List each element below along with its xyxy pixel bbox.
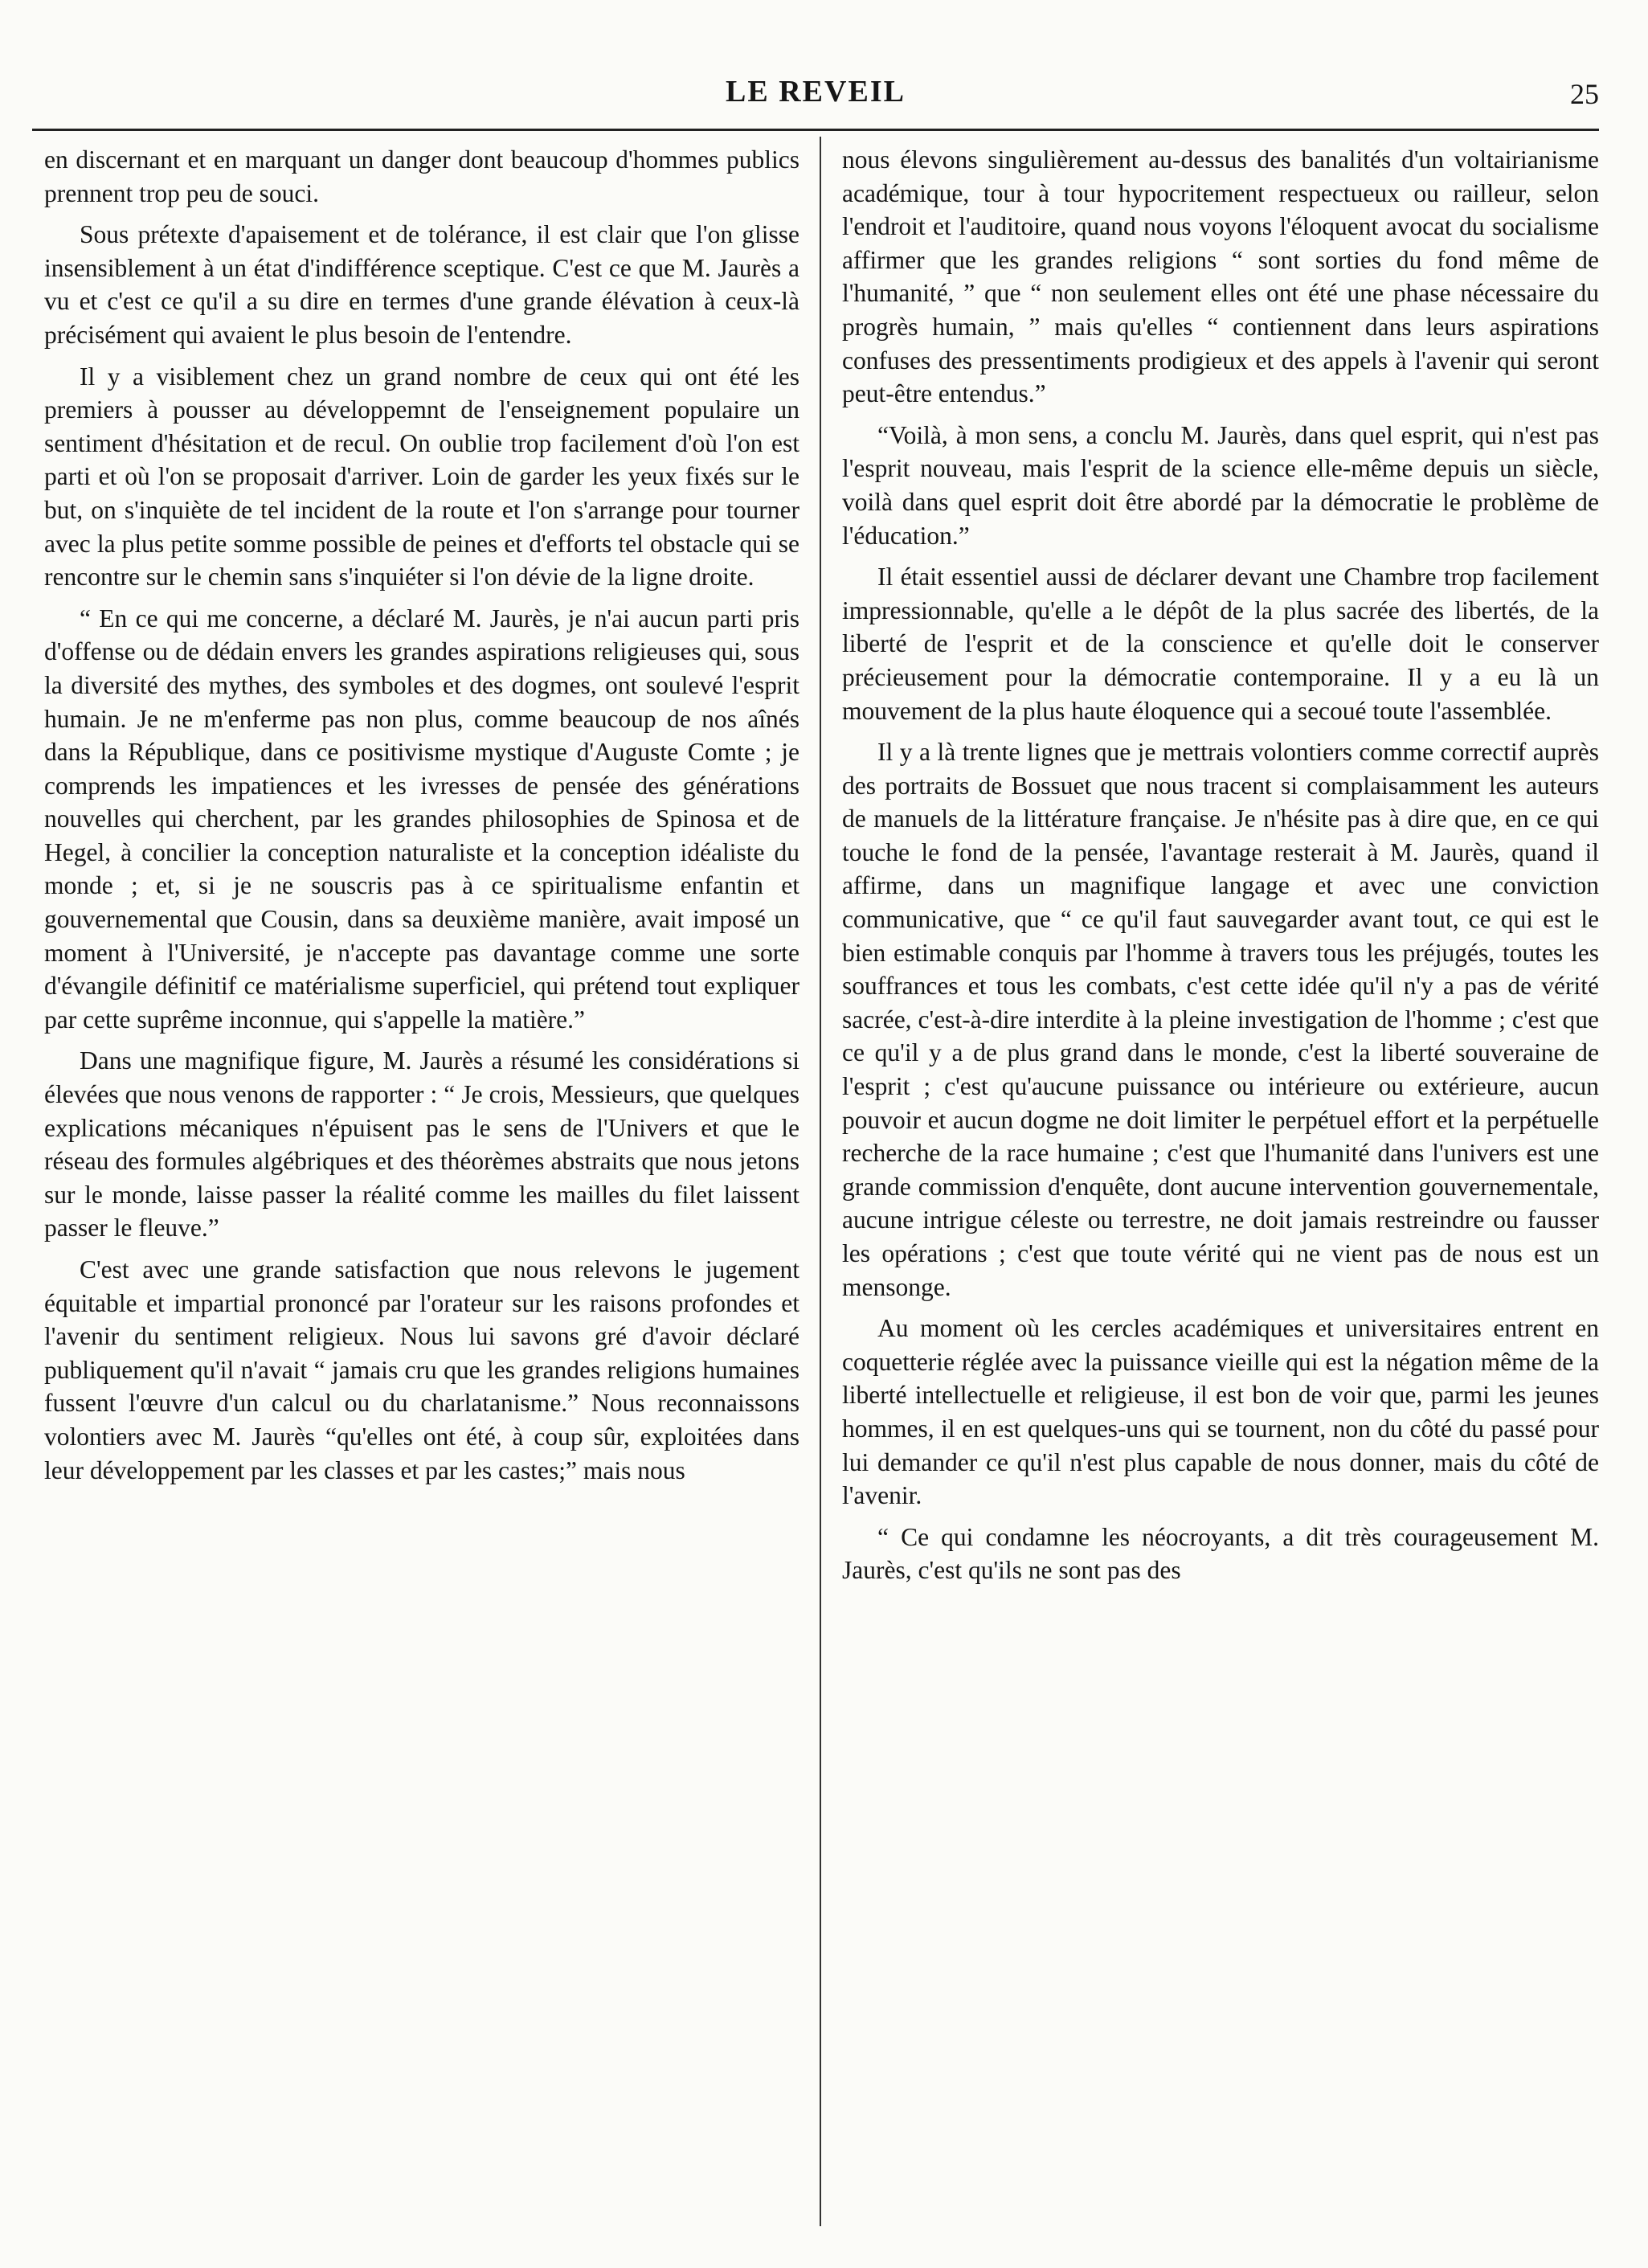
paragraph: Au moment où les cercles académiques et universitaires entrent en coquetterie réglée avec la puissance vieille qui est la négation même de la liberté intellectuelle et religieuse, il est bon de voir que, parmi les jeunes hommes, il en est quelques-uns qui se tournent, non du côté du passé pour lui demander ce qu'il n'est plus capable de nous donner, mais du côté de l'avenir. [842, 1314, 1599, 1510]
page-header [32, 74, 1599, 122]
paragraph: Il y a visiblement chez un grand nombre de ceux qui ont été les premiers à pousser au développemnt de l'enseignement populaire un sentiment d'hésitation et de recul. On oublie trop facilement d'où l'on est parti et où l'on se proposait d'arriver. Loin de garder les yeux fixés sur le but, on s'inquiète de tel incident de la route et l'on s'arrange pour tourner avec la plus petite somme possible de peines et d'efforts tel obstacle qui se rencontre sur le chemin sans s'inquiéter si l'on dévie de la ligne droite. [44, 362, 799, 592]
paragraph: en discernant et en marquant un danger dont beaucoup d'hommes publics prennent trop peu de souci. [44, 145, 799, 207]
paragraph: Il y a là trente lignes que je mettrais volontiers comme correctif auprès des portraits de Bossuet que nous tracent si complaisamment les auteurs de manuels de la littérature française. Je n'hésite pas à dire que, en ce qui touche le fond de la pensée, l'avantage resterait à M. Jaurès, quand il affirme, dans un magnifique langage et avec une conviction communicative, que “ ce qu'il faut sauvegarder avant tout, ce qui est le bien estimable conquis par l'homme à travers tous les préjugés, toutes les souffrances et tous les combats, c'est cette idée qu'il n'y a pas de vérité sacrée, c'est-à-dire interdite à la pleine investigation de l'homme ; c'est que ce qu'il y a de plus grand dans le monde, c'est la liberté souveraine de l'esprit ; c'est qu'aucune puissance ou intérieure ou extérieure, aucun pouvoir et aucun dogme ne doit limiter le perpétuel effort et la perpétuelle recherche de la race humaine ; c'est que l'humanité dans l'univers est une grande commission d'enquête, dont aucune intervention gouvernementale, aucune intrigue céleste ou terrestre, ne doit jamais restreindre ou fausser les opérations ; c'est que toute vérité qui ne vient pas de nous est un mensonge. [842, 738, 1599, 1301]
paragraph: Dans une magnifique figure, M. Jaurès a résumé les considérations si élevées que nous venons de rapporter : “ Je crois, Messieurs, que quelques explications mécaniques n'épuisent pas le sens de l'Univers et que le réseau des formules algébriques et des théorèmes abstraits que nous jetons sur le monde, laisse passer la réalité comme les mailles du filet laissent passer le fleuve.” [44, 1046, 799, 1242]
paragraph: Sous prétexte d'apaisement et de tolérance, il est clair que l'on glisse insensiblement à un état d'indifférence sceptique. C'est ce que M. Jaurès a vu et c'est ce qu'il a su dire en termes d'une grande élévation à ceux-là précisément qui avaient le plus besoin de l'entendre. [44, 220, 799, 349]
right-column [842, 143, 1599, 1595]
paragraph: nous élevons singulièrement au-dessus des banalités d'un voltairianisme académique, tour à tour hypocritement respectueux ou railleur, selon l'endroit et l'auditoire, quand nous voyons l'éloquent avocat du socialisme affirmer que les grandes religions “ sont sorties du fond même de l'humanité, ” que “ non seulement elles ont été une phase nécessaire du progrès humain, ” mais qu'elles “ contiennent dans leurs aspirations confuses des pressentiments prodigieux et des appels à l'avenir qui seront peut-être entendus.” [842, 145, 1599, 408]
paragraph: “ En ce qui me concerne, a déclaré M. Jaurès, je n'ai aucun parti pris d'offense ou de dédain envers les grandes aspirations religieuses qui, sous la diversité des mythes, des symboles et des dogmes, ont soulevé l'esprit humain. Je ne m'enferme pas non plus, comme beaucoup de nos aînés dans la République, dans ce positivisme mystique d'Auguste Comte ; je comprends les impatiences et les ivresses de pensée des générations nouvelles qui cherchent, par les grandes philosophies de Spinosa et de Hegel, à concilier la conception naturaliste et la conception idéaliste du monde ; et, si je ne souscris pas à ce spiritualisme enfantin et gouvernemental que Cousin, dans sa deuxième manière, avait imposé un moment à l'Université, je n'accepte pas davantage comme une sorte d'évangile définitif ce matérialisme superficiel, qui prétend tout expliquer par cette suprême inconnue, qui s'appelle la matière.” [44, 604, 799, 1034]
paragraph: “ Ce qui condamne les néocroyants, a dit très courageusement M. Jaurès, c'est qu'ils ne sont pas des [842, 1522, 1599, 1585]
paragraph: C'est avec une grande satisfaction que nous relevons le jugement équitable et impartial prononcé par l'orateur sur les raisons profondes et l'avenir du sentiment religieux. Nous lui savons gré d'avoir déclaré publiquement qu'il n'avait “ jamais cru que les grandes religions humaines fussent l'œuvre d'un calcul ou du charlatanisme.” Nous reconnaissons volontiers avec M. Jaurès “qu'elles ont été, à coup sûr, exploitées dans leur développement par les classes et par les castes;” mais nous [44, 1255, 799, 1484]
page-number: 25 [1570, 78, 1599, 110]
paragraph: Il était essentiel aussi de déclarer devant une Chambre trop facilement impressionnable, qu'elle a le dépôt de la plus sacrée des libertés, de la liberté de l'esprit et de la conscience et qu'elle doit le conserver précieusement pour la démocratie contemporaine. Il y a eu là un mouvement de la plus haute éloquence qui a secoué toute l'assemblée. [842, 563, 1599, 725]
column-divider [820, 137, 821, 2226]
left-column [44, 143, 799, 1495]
header-rule [32, 129, 1599, 131]
paragraph: “Voilà, à mon sens, a conclu M. Jaurès, dans quel esprit, qui n'est pas l'esprit nouveau, mais l'esprit de la science elle-même depuis un siècle, voilà dans quel esprit doit être abordé par la démocratie le problème de l'éducation.” [842, 420, 1599, 550]
running-title: LE REVEIL [726, 75, 906, 108]
